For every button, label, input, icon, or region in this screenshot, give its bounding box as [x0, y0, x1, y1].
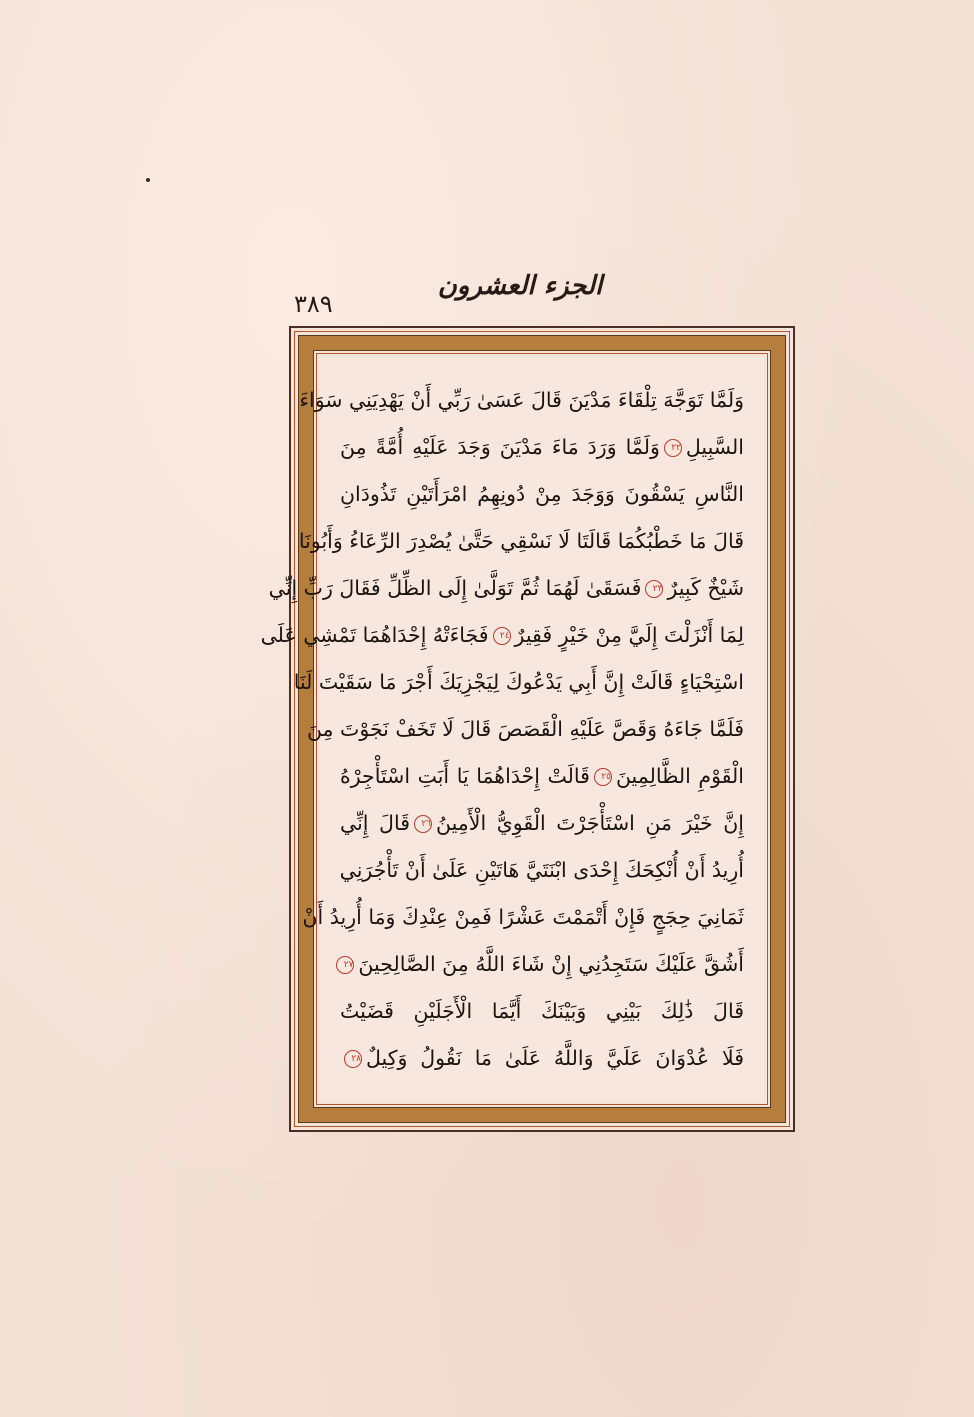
verse-text: الْقَوْمِ الظَّالِمِينَ — [615, 764, 744, 788]
ayah-number-marker: ٢٣ — [645, 580, 663, 598]
verse-line — [340, 988, 744, 1035]
verse-text: وَلَمَّا تَوَجَّهَ تِلْقَاءَ مَدْيَنَ قَالَ عَسَىٰ رَبِّي أَنْ يَهْدِيَنِي سَوَاءَ — [299, 388, 744, 412]
ayah-number-marker: ٢٥ — [594, 768, 612, 786]
verse-line — [299, 377, 744, 424]
verse-line — [302, 894, 744, 941]
verse-text: أَشُقَّ عَلَيْكَ سَتَجِدُنِي إِنْ شَاءَ اللَّهُ مِنَ الصَّالِحِينَ — [358, 952, 744, 976]
verse-text: ثَمَانِيَ حِجَجٍ فَإِنْ أَتْمَمْتَ عَشْرًا فَمِنْ عِنْدِكَ وَمَا أُرِيدُ أَنْ — [302, 905, 744, 929]
verse-line — [340, 753, 744, 800]
verse-line — [340, 424, 744, 471]
verse-text: لِمَا أَنْزَلْتَ إِلَيَّ مِنْ خَيْرٍ فَقِيرٌ — [514, 623, 744, 647]
verse-line — [340, 471, 744, 518]
ayah-number-marker: ٢٧ — [336, 956, 354, 974]
verse-text-continued: فَسَقَىٰ لَهُمَا ثُمَّ تَوَلَّىٰ إِلَى الظِّلِّ فَقَالَ رَبِّ إِنِّي — [268, 576, 642, 600]
paper-speck — [146, 178, 150, 182]
verse-text: السَّبِيلِ — [685, 435, 744, 459]
verse-text: قَالَ ذَٰلِكَ بَيْنِي وَبَيْنَكَ أَيَّمَا الْأَجَلَيْنِ قَضَيْتُ — [340, 999, 744, 1023]
text-frame — [260, 326, 795, 1132]
verse-text: إِنَّ خَيْرَ مَنِ اسْتَأْجَرْتَ الْقَوِيُّ الْأَمِينُ — [436, 811, 745, 835]
verse-line — [260, 612, 744, 659]
verse-line — [306, 706, 744, 753]
verse-text-continued: فَجَاءَتْهُ إِحْدَاهُمَا تَمْشِي عَلَى — [260, 623, 489, 647]
verse-text: اسْتِحْيَاءٍ قَالَتْ إِنَّ أَبِي يَدْعُوكَ لِيَجْزِيَكَ أَجْرَ مَا سَقَيْتَ لَنَا — [293, 670, 744, 694]
verse-line — [268, 565, 744, 612]
juz-title: الجزء العشرون — [437, 271, 603, 301]
ayah-number-marker: ٢٦ — [414, 815, 432, 833]
verse-line — [298, 518, 744, 565]
verse-line — [340, 847, 744, 894]
verse-line — [340, 1035, 744, 1082]
verse-text-continued: قَالَ إِنِّي — [340, 811, 410, 835]
verse-text-continued: قَالَتْ إِحْدَاهُمَا يَا أَبَتِ اسْتَأْجِرْهُ — [340, 764, 590, 788]
verse-text: قَالَ مَا خَطْبُكُمَا قَالَتَا لَا نَسْقِي حَتَّىٰ يُصْدِرَ الرِّعَاءُ وَأَبُونَا — [298, 529, 744, 553]
verse-line — [340, 941, 744, 988]
verse-text: فَلَا عُدْوَانَ عَلَيَّ وَاللَّهُ عَلَىٰ مَا نَقُولُ وَكِيلٌ — [366, 1046, 744, 1070]
verse-line — [340, 800, 744, 847]
ayah-number-marker: ٢٢ — [664, 439, 682, 457]
verse-text: أُرِيدُ أَنْ أُنْكِحَكَ إِحْدَى ابْنَتَيَّ هَاتَيْنِ عَلَىٰ أَنْ تَأْجُرَنِي — [339, 858, 744, 882]
verse-line — [293, 659, 744, 706]
ayah-number-marker: ٢٤ — [493, 627, 511, 645]
verse-lines — [260, 377, 745, 1082]
verse-text: النَّاسِ يَسْقُونَ وَوَجَدَ مِنْ دُونِهِمُ امْرَأَتَيْنِ تَذُودَانِ — [340, 482, 744, 506]
page-number: ٣٨٩ — [294, 290, 333, 318]
text-panel — [260, 357, 764, 1101]
verse-text-continued: وَلَمَّا وَرَدَ مَاءَ مَدْيَنَ وَجَدَ عَلَيْهِ أُمَّةً مِنَ — [340, 435, 660, 459]
verse-text: فَلَمَّا جَاءَهُ وَقَصَّ عَلَيْهِ الْقَصَصَ قَالَ لَا تَخَفْ نَجَوْتَ مِنَ — [306, 717, 744, 741]
verse-text: شَيْخٌ كَبِيرٌ — [667, 576, 744, 600]
ayah-number-marker: ٢٨ — [344, 1050, 362, 1068]
